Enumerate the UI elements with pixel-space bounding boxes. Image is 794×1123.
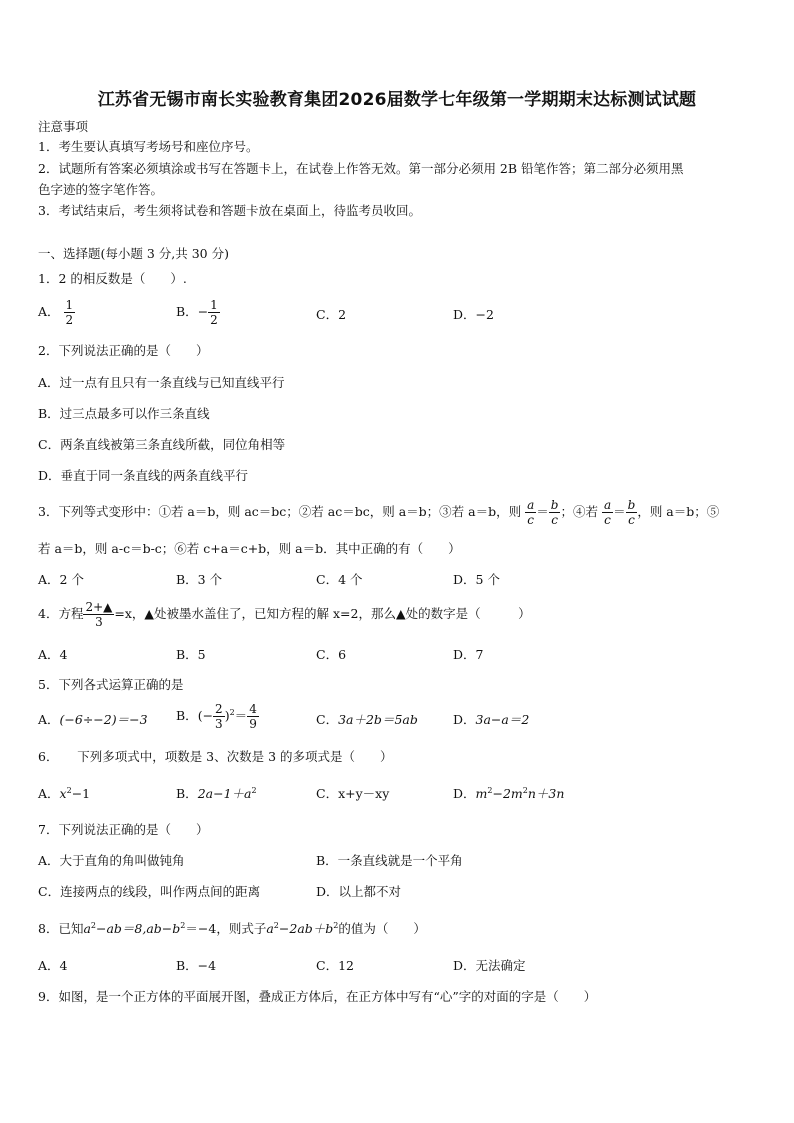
q2-option-b: B．过三点最多可以作三条直线 xyxy=(38,406,210,421)
q7-option-c: C．连接两点的线段，叫作两点间的距离 xyxy=(38,884,261,899)
question-3-stem-line2: 若 a＝b，则 a-c＝b-c；⑥若 c+a＝c+b，则 a＝b．其中正确的有（ ） xyxy=(38,541,461,556)
question-8-stem: 8．已知$a^2-ab=8,ab-b^2=-4$，则式子$a^2-2ab+b^2$的值为（ ） xyxy=(38,920,426,936)
q5-option-c: C．3a＋2b＝5ab xyxy=(316,712,418,727)
fraction: $\frac{1}{2}$ xyxy=(210,298,218,327)
fraction: $\frac{2}{3}$ xyxy=(215,702,223,731)
q7-option-b: B．一条直线就是一个平角 xyxy=(316,853,463,868)
q8-option-a: A．4 xyxy=(38,958,68,973)
q4-option-b: B．5 xyxy=(176,647,206,662)
fraction: $\frac{1}{2}$ xyxy=(65,298,74,327)
fraction: $\frac{b}{c}$ xyxy=(550,498,559,527)
q1-option-a xyxy=(38,298,75,327)
q2-option-d: D．垂直于同一条直线的两条直线平行 xyxy=(38,468,249,483)
q2-option-c: C．两条直线被第三条直线所截，同位角相等 xyxy=(38,437,286,452)
notice-heading: 注意事项 xyxy=(38,119,89,134)
q8-option-c: C．12 xyxy=(316,958,354,973)
option-label: B． xyxy=(176,304,198,319)
question-5-stem: 5．下列各式运算正确的是 xyxy=(38,677,184,692)
q5-option-d: D．3a−a＝2 xyxy=(453,712,530,727)
notice-item: 1．考生要认真填写考场号和座位序号。 xyxy=(38,139,259,154)
question-7-stem: 7．下列说法正确的是（ ） xyxy=(38,822,209,837)
fraction: $\frac{2+▲}{3}$ xyxy=(85,600,113,629)
question-2-stem: 2．下列说法正确的是（ ） xyxy=(38,343,209,358)
section-heading: 一、选择题(每小题 3 分,共 30 分) xyxy=(38,246,229,261)
q4-option-a: A．4 xyxy=(38,647,68,662)
question-4-stem: 4．方程 $\frac{2+▲}{3}$ =x，▲处被墨水盖住了，已知方程的解 x=2，那么▲处的数字是（ ） xyxy=(38,600,531,629)
q8-option-b: B．−4 xyxy=(176,958,217,973)
question-6-stem: 6． 下列多项式中，项数是 3、次数是 3 的多项式是（ ） xyxy=(38,749,393,764)
page-title: 江苏省无锡市南长实验教育集团2026届数学七年级第一学期期末达标测试试题 xyxy=(97,90,697,110)
q1-option-d: D．−2 xyxy=(453,307,494,322)
question-9-stem: 9．如图，是一个正方体的平面展开图，叠成正方体后，在正方体中写有“心”字的对面的字是（ ） xyxy=(38,989,597,1004)
question-3-stem-line1: 3．下列等式变形中：①若 a＝b，则 ac＝bc；②若 ac＝bc，则 a＝b；③若 a＝b，则 $\frac{a}{c}$ ＝ $\frac{b}{c}$ ；④若 $\frac{a}{c}$ ＝ $\frac{b}{c}$ ，则 a＝b；⑤ xyxy=(38,498,720,527)
q4-option-d: D．7 xyxy=(453,647,484,662)
fraction: $\frac{b}{c}$ xyxy=(627,498,636,527)
notice-item: 3．考试结束后，考生须将试卷和答题卡放在桌面上，待监考员收回。 xyxy=(38,203,421,218)
q6-option-c: C．x+y－xy xyxy=(316,786,390,801)
q5-option-b: B．(− $\frac{2}{3}$ )$^2$＝ $\frac{4}{9}$ xyxy=(176,702,257,731)
q1-option-b: B．− $\frac{1}{2}$ xyxy=(176,298,218,327)
fraction: $\frac{a}{c}$ xyxy=(527,498,535,527)
q1-option-c: C．2 xyxy=(316,307,347,322)
q2-option-a: A．过一点有且只有一条直线与已知直线平行 xyxy=(38,375,285,390)
q5-option-a: A．(−6÷−2)＝−3 xyxy=(38,712,148,727)
q8-option-d: D．无法确定 xyxy=(453,958,526,973)
notice-item: 色字迹的签字笔作答。 xyxy=(38,182,164,197)
fraction: $\frac{4}{9}$ xyxy=(249,702,257,731)
q3-option-a: A．2 个 xyxy=(38,572,84,587)
question-1-stem: 1．2 的相反数是（ ）. xyxy=(38,271,187,286)
q7-option-d: D．以上都不对 xyxy=(316,884,402,899)
option-label: A． xyxy=(38,304,60,319)
q6-option-b: B．$2a-1+a^2$ xyxy=(176,785,257,801)
q6-option-d: D．$m^2-2m^2n+3n$ xyxy=(453,785,565,801)
q3-option-b: B．3 个 xyxy=(176,572,223,587)
q3-option-c: C．4 个 xyxy=(316,572,363,587)
notice-item: 2．试题所有答案必须填涂或书写在答题卡上，在试卷上作答无效。第一部分必须用 2B 铅笔作答；第二部分必须用黑 xyxy=(38,161,684,176)
q4-option-c: C．6 xyxy=(316,647,347,662)
q6-option-a: A．$x^2-1$ xyxy=(38,785,91,801)
fraction: $\frac{a}{c}$ xyxy=(603,498,612,527)
q7-option-a: A．大于直角的角叫做钝角 xyxy=(38,853,185,868)
q3-option-d: D．5 个 xyxy=(453,572,500,587)
